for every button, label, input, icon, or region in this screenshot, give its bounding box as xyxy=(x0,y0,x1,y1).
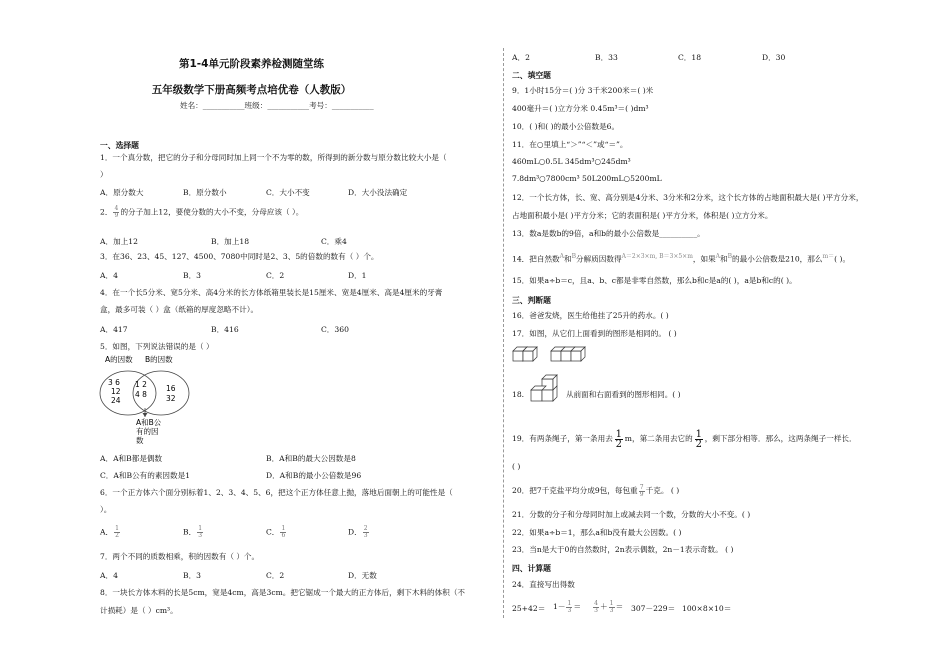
section-calc-heading: 四、计算题 xyxy=(512,564,551,573)
venn-a-nums-3: 24 xyxy=(111,396,121,405)
q4-option-b: B．416 xyxy=(211,325,239,334)
q1-option-d: D．大小没法确定 xyxy=(348,188,408,197)
q18-cube-figure xyxy=(528,374,568,410)
question-15: 15．如果a÷b＝c，且a、b、c都是非零自然数，那么b和c是a的( )，a是b和c的( )。 xyxy=(512,276,797,285)
question-18-text: 从前面和右面看到的图形相同。( ) xyxy=(566,390,681,399)
venn-b-nums-2: 32 xyxy=(166,394,176,403)
question-21: 21．分数的分子和分母同时加上或减去同一个数，分数的大小不变。( ) xyxy=(512,510,751,519)
q6-option-c: C． $\frac{1}{6}$ xyxy=(266,525,286,539)
q17-cube-figures xyxy=(511,343,591,367)
q6-option-d: D． $\frac{2}{3}$ xyxy=(348,525,368,539)
question-19-answer: ( ) xyxy=(512,462,521,471)
q2-option-a: A．加上12 xyxy=(100,237,138,246)
question-8-line1: 8．一块长方体木料的长是5cm，宽是4cm，高是3cm。把它锯成一个最大的正方体后，剩下木料的体积（不 xyxy=(100,588,466,597)
question-11-row2: 7.8dm³○7800cm³ 50L200mL○5200mL xyxy=(512,174,662,183)
question-4-line1: 4．在一个长5分米、宽5分米、高4分米的长方体纸箱里装长是15厘米、宽是4厘米、高是4厘米的牙膏 xyxy=(100,288,443,297)
q8-option-c: C．18 xyxy=(678,53,702,62)
q6-option-b: B． $\frac{1}{3}$ xyxy=(183,525,203,539)
q1-option-a: A．原分数大 xyxy=(100,188,144,197)
venn-diagram xyxy=(98,353,208,448)
fraction-4-9: $\frac{4}{9}$ xyxy=(114,205,119,219)
column-divider xyxy=(503,48,504,618)
question-13: 13．数a是数b的9倍，a和b的最小公倍数是__________。 xyxy=(512,229,705,238)
question-14: 14．把自然数$^A$和$^B$分解质因数得$^{A=2\times 3\times m, B=3\times 5\times m}$，如果$^A$和$^B$的最小公倍数是210，那么$^{m=}$( )。 xyxy=(512,253,851,264)
question-8-line2: 计损耗）是（ ）cm³。 xyxy=(100,606,178,615)
question-5: 5．如图，下列说法错误的是（ ） xyxy=(100,342,214,351)
q3-option-d: D．1 xyxy=(348,271,367,280)
q3-option-a: A．4 xyxy=(100,271,118,280)
venn-note-2: 有的因 xyxy=(136,427,159,436)
q4-option-c: C．360 xyxy=(321,325,349,334)
q5-option-d: D．A和B的最小公倍数是96 xyxy=(266,471,362,480)
question-12-line2: 占地面积最小是( )平方分米；它的表面积是( )平方分米，体积是( )立方分米。 xyxy=(512,211,773,220)
venn-a-nums-1: 3 6 xyxy=(108,378,120,387)
cube-face xyxy=(513,351,523,361)
calc-5: 100×8×10＝ xyxy=(682,604,732,613)
question-22: 22．如果a÷b＝1，那么a和b没有最大公因数。( ) xyxy=(512,528,682,537)
question-24: 24．直接写出得数 xyxy=(512,580,575,589)
calc-1: 25+42＝ xyxy=(512,604,546,613)
q8-option-d: D．30 xyxy=(762,53,786,62)
question-7: 7．两个不同的质数相乘，积的因数有（ ）个。 xyxy=(100,552,260,561)
question-10: 10．( )和( )的最小公倍数是6。 xyxy=(512,122,620,131)
q1-option-c: C．大小不变 xyxy=(266,188,310,197)
question-6-line1: 6．一个正方体六个面分别标着1、2、3、4、5、6，把这个正方体任意上抛，落地后面朝上的可能性是（ xyxy=(100,488,453,497)
question-9-line2: 400毫升＝( )立方分米 0.45m³＝( )dm³ xyxy=(512,104,649,113)
section-choice-heading: 一、选择题 xyxy=(100,141,139,150)
question-3: 3．在36、23、45、127、4500、7080中同时是2、3、5的倍数的数有（ ）个。 xyxy=(100,252,379,261)
venn-label-a: A的因数 xyxy=(105,355,133,364)
question-12-line1: 12．一个长方体，长、宽、高分别是4分米、3分米和2分米，这个长方体的占地面积最大是( )平方分米， xyxy=(512,193,864,202)
q5-option-a: A．A和B都是偶数 xyxy=(100,454,163,463)
q7-option-d: D．无数 xyxy=(348,571,377,580)
question-17: 17．如图，从它们上面看到的图形是相同的。 ( ) xyxy=(512,329,677,338)
question-2: 2． $\frac{4}{9}$ 的分子加上12，要使分数的大小不变，分母应该（ ）。 xyxy=(100,205,304,219)
q3-option-b: B．3 xyxy=(183,271,202,280)
question-6-line2: ）。 xyxy=(100,505,112,514)
question-16: 16．爸爸发烧，医生给他挂了25升的药水。( ) xyxy=(512,311,669,320)
q4-option-a: A．417 xyxy=(100,325,128,334)
question-18-number: 18. xyxy=(512,390,525,399)
question-23: 23．当n是大于0的自然数时，2n表示偶数，2n－1表示奇数。 ( ) xyxy=(512,545,734,554)
q2-option-c: C．乘4 xyxy=(321,237,347,246)
section-fill-heading: 二、填空题 xyxy=(512,71,551,80)
q7-option-b: B．3 xyxy=(183,571,202,580)
calc-2: 1－ $\frac{1}{3}$ ＝ xyxy=(553,599,582,614)
question-1: 1．一个真分数，把它的分子和分母同时加上同一个不为零的数，所得到的新分数与原分数比较大小是（ xyxy=(100,153,447,162)
venn-pointer-arrow xyxy=(143,413,148,417)
q7-option-c: C．2 xyxy=(266,571,285,580)
q5-option-b: B．A和B的最大公因数是8 xyxy=(266,454,356,463)
student-info-line: 姓名：___________班级：___________考号：___________ xyxy=(180,101,374,110)
q8-option-b: B．33 xyxy=(595,53,618,62)
section-judge-heading: 三、判断题 xyxy=(512,296,551,305)
exam-subtitle: 五年级数学下册高频考点培优卷（人教版） xyxy=(151,84,352,96)
q5-option-c: C．A和B公有的素因数是1 xyxy=(100,471,191,480)
calc-3: $\frac{4}{3}$ ＋ $\frac{1}{3}$ ＝ xyxy=(594,599,624,614)
calc-4: 307－229＝ xyxy=(631,604,676,613)
venn-common-1: 1 2 xyxy=(135,380,147,389)
question-1-end: ） xyxy=(100,170,108,179)
q2-option-b: B．加上18 xyxy=(211,237,250,246)
q7-option-a: A．4 xyxy=(100,571,118,580)
question-19: 19．有两条绳子，第一条用去 $\frac{1}{2}$ m，第二条用去它的 $\frac{1}{2}$ ，剩下部分相等．那么，这两条绳子一样长． xyxy=(512,428,857,450)
exam-title: 第1-4单元阶段素养检测随堂练 xyxy=(179,58,324,70)
q6-option-a: A． $\frac{1}{2}$ xyxy=(100,525,119,539)
venn-label-b: B的因数 xyxy=(145,355,173,364)
venn-note-1: A和B公 xyxy=(136,418,162,427)
venn-a-nums-2: 12 xyxy=(111,387,121,396)
question-11-row1: 460mL○0.5L 345dm³○245dm³ xyxy=(512,157,631,166)
venn-note-3: 数 xyxy=(136,436,144,445)
q8-option-a: A．2 xyxy=(512,53,530,62)
venn-b-nums-1: 16 xyxy=(166,384,176,393)
q3-option-c: C．2 xyxy=(266,271,285,280)
question-11: 11．在○里填上“＞”“＜”或“＝”。 xyxy=(512,140,628,149)
question-20: 20．把7千克盐平均分成9包，每包重 $\frac{7}{9}$ 千克。 ( ) xyxy=(512,483,680,498)
venn-common-2: 4 8 xyxy=(135,390,147,399)
question-9-line1: 9．1小时15分＝( )分 3千米200米＝( )米 xyxy=(512,86,654,95)
question-4-line2: 盒，最多可装（ ）盒（纸箱的厚度忽略不计）。 xyxy=(100,305,259,314)
q1-option-b: B．原分数小 xyxy=(183,188,227,197)
